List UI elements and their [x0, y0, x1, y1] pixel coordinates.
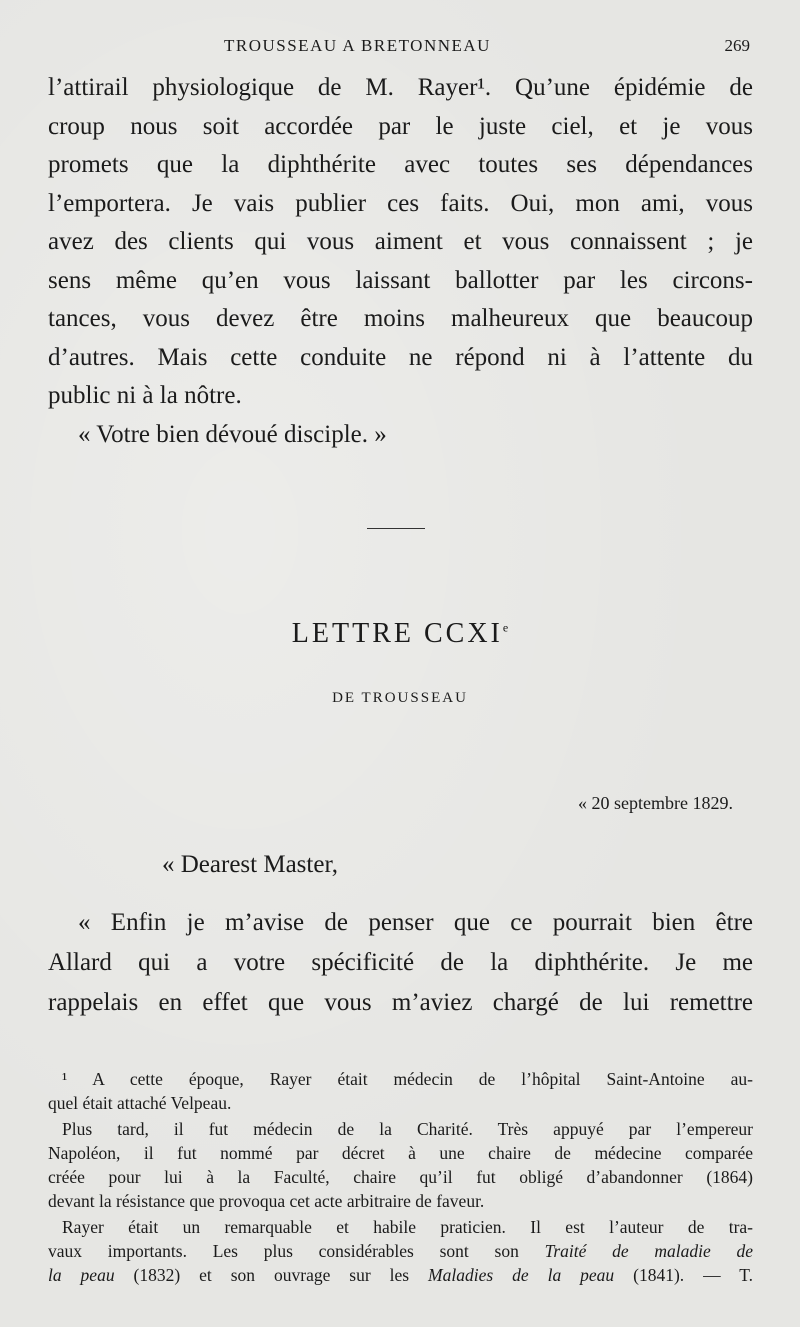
running-head-title: TROUSSEAU A BRETONNEAU [224, 36, 491, 55]
text-line: l’emportera. Je vais publier ces faits. Oui, mon ami, vous [48, 189, 753, 217]
text-line: « Enfin je m’avise de penser que ce pourrait bien être [78, 909, 753, 936]
footnote-line: ¹ A cette époque, Rayer était médecin de l’hôpital Saint-Antoine au- [62, 1069, 753, 1089]
running-head [48, 36, 750, 58]
closing-line: « Votre bien dévoué disciple. » [78, 420, 387, 448]
footnote-text: (1832) et son ouvrage sur les [133, 1265, 410, 1285]
text-line: public ni à la nôtre. [48, 382, 242, 409]
text-line: promets que la diphthérite avec toutes ses dépendances [48, 151, 753, 178]
text-line: avez des clients qui vous aiment et vous connaissent ; je [48, 228, 753, 255]
footnote-line: créée pour lui à la Faculté, chaire qu’il fut obligé d’abandonner (1864) [48, 1167, 753, 1187]
footnote-line: Plus tard, il fut médecin de la Charité. Très appuyé par l’empereur [62, 1119, 753, 1139]
footnote-text: vaux importants. Les plus considérables sont son [48, 1241, 519, 1261]
text-line: rappelais en effet que vous m’aviez chargé de lui remettre [48, 989, 753, 1016]
book-title: Maladies de la peau [428, 1265, 615, 1285]
letter-title [0, 618, 800, 650]
text-line: l’attirail physiologique de M. Rayer¹. Qu’une épidémie de [48, 74, 753, 101]
book-title: Traité de maladie de [544, 1241, 753, 1261]
footnote-text: (1841). — T. [633, 1265, 754, 1285]
letter-date: « 20 septembre 1829. [578, 793, 733, 813]
text-line: d’autres. Mais cette conduite ne répond ni à l’attente du [48, 343, 753, 371]
text-line: sens même qu’en vous laissant ballotter par les circons- [48, 266, 753, 294]
text-line: tances, vous devez être moins malheureux que beaucoup [48, 305, 753, 332]
footnote-line [48, 1239, 753, 1263]
letter-author: DE TROUSSEAU [332, 690, 468, 706]
text-line: croup nous soit accordée par le juste ciel, et je vous [48, 112, 753, 140]
footnote-line [48, 1263, 753, 1287]
text-line: Allard qui a votre spécificité de la diphthérite. Je me [48, 949, 753, 976]
footnote-line: devant la résistance que provoqua cet acte arbitraire de faveur. [48, 1191, 485, 1211]
letter-title-superscript: e [502, 620, 509, 635]
footnote-line: quel était attaché Velpeau. [48, 1093, 232, 1113]
salutation: « Dearest Master, [162, 851, 339, 878]
footnote-line: Rayer était un remarquable et habile praticien. Il est l’auteur de tra- [62, 1217, 753, 1237]
page-number: 269 [724, 36, 750, 55]
letter-title-text: LETTRE CCXI [291, 618, 503, 649]
book-title: la peau [48, 1265, 115, 1285]
section-separator [367, 528, 425, 529]
footnote-line: Napoléon, il fut nommé par décret à une chaire de médecine comparée [48, 1143, 753, 1163]
